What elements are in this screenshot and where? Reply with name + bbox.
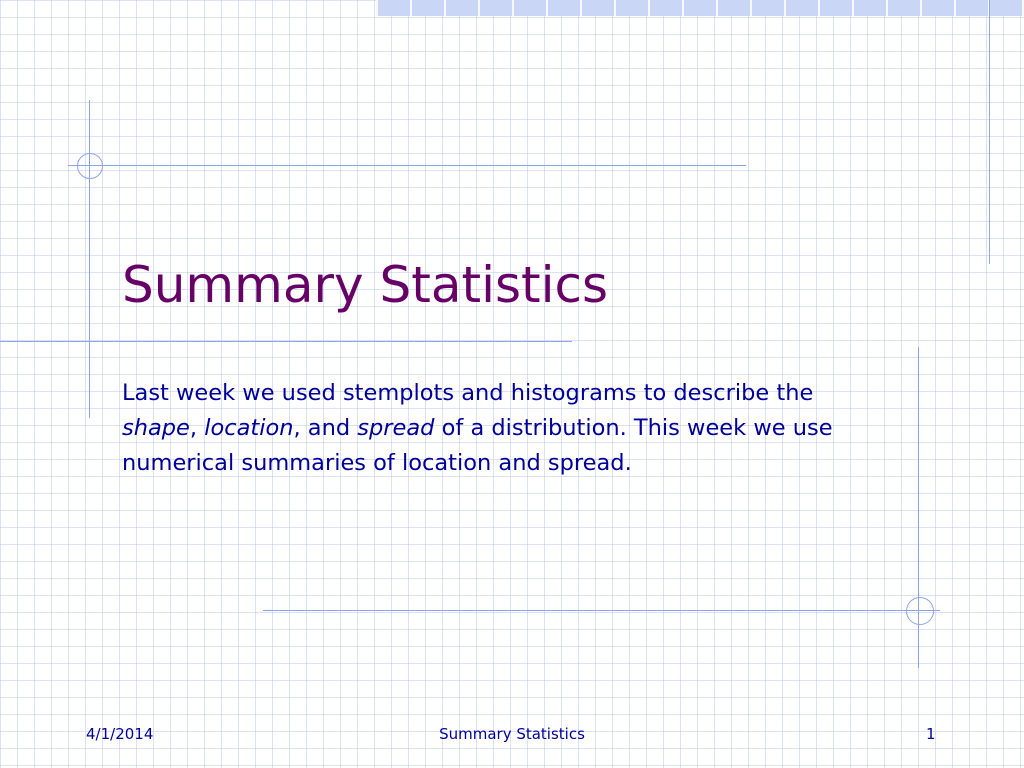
decorative-line	[0, 341, 572, 342]
slide-number: 1	[926, 725, 936, 743]
body-separator: , and	[293, 415, 358, 441]
body-text-part: of a distribution. This week we use numerical summaries of location and spread.	[122, 415, 833, 476]
footer-title: Summary Statistics	[439, 725, 585, 743]
crosshair-circle-icon	[77, 153, 103, 179]
decorative-line	[263, 610, 940, 611]
decorative-line	[68, 165, 746, 166]
body-text-part: Last week we used stemplots and histograms to describe the	[122, 380, 814, 406]
term-shape: shape	[122, 415, 190, 441]
top-decorative-band	[376, 0, 1024, 16]
term-location: location	[204, 415, 294, 441]
body-separator: ,	[189, 415, 205, 441]
decorative-line	[989, 0, 990, 264]
term-spread: spread	[357, 415, 435, 441]
slide-body-text	[122, 376, 852, 481]
slide-title: Summary Statistics	[122, 256, 609, 314]
crosshair-circle-icon	[906, 597, 934, 625]
decorative-line	[89, 100, 90, 418]
footer-date: 4/1/2014	[86, 725, 154, 743]
